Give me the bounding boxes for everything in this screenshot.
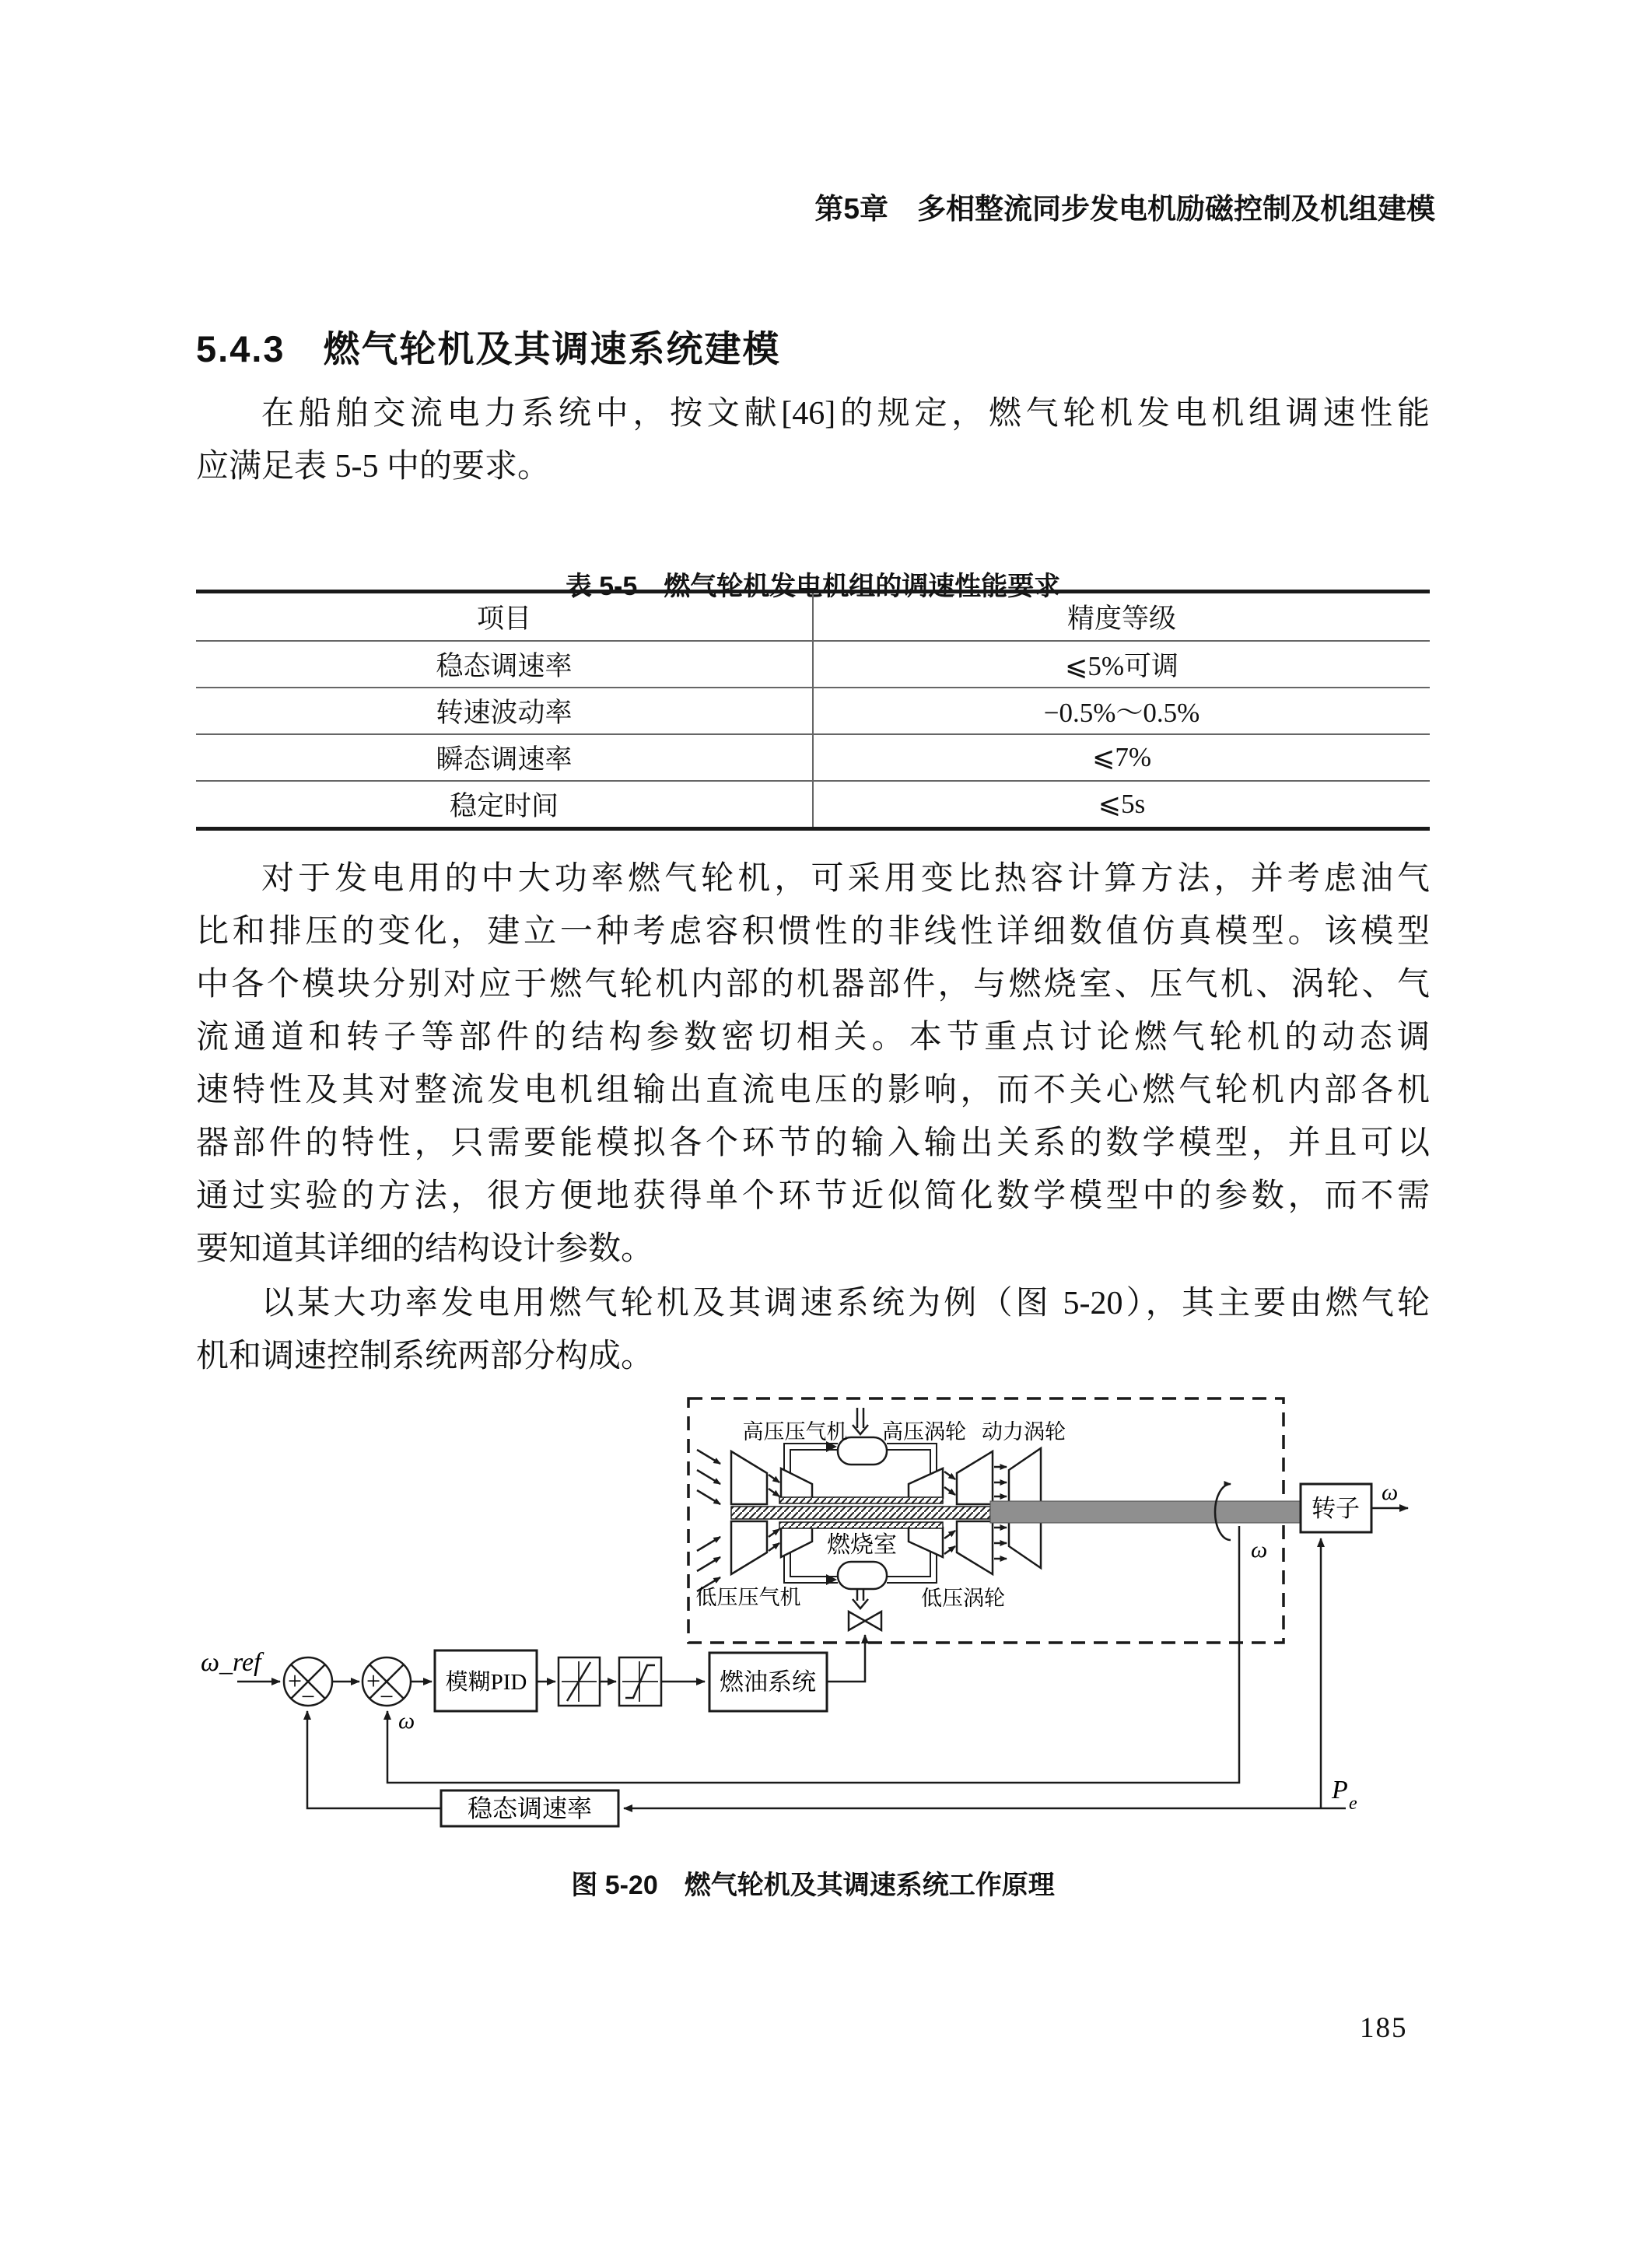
table-row <box>196 734 1430 781</box>
hp-turbine-label: 高压涡轮 <box>882 1420 966 1444</box>
figure-caption: 图 5-20 燃气轮机及其调速系统工作原理 <box>571 1871 1055 1900</box>
lp-turbine-top <box>957 1451 993 1504</box>
table-cell: −0.5%～0.5% <box>813 688 1430 734</box>
sum2-plus-sign: + <box>366 1667 381 1695</box>
body-line: 以某大功率发电用燃气轮机及其调速系统为例（图 5-20），其主要由燃气轮 <box>261 1286 1430 1321</box>
combustor-label: 燃烧室 <box>827 1532 897 1558</box>
power-output-shaft <box>990 1501 1301 1523</box>
hp-spool-shaft-top <box>779 1497 943 1503</box>
fuel-valve-icon <box>849 1612 881 1630</box>
lp-compressor-top <box>731 1451 767 1504</box>
rate-limiter-block <box>559 1657 600 1706</box>
hp-turbine-top <box>909 1468 943 1498</box>
fuzzy-pid-label: 模糊PID <box>445 1670 527 1695</box>
body-line: 对于发电用的中大功率燃气轮机，可采用变比热容计算方法，并考虑油气 <box>261 861 1430 897</box>
hp-compressor-top <box>781 1468 812 1498</box>
table-cell: 转速波动率 <box>196 688 813 734</box>
table-header-cell: 项目 <box>196 592 813 642</box>
table-cell: ⩽5s <box>1098 789 1146 819</box>
body-line: 要知道其详细的结构设计参数。 <box>196 1231 654 1267</box>
table-cell: ⩽5%可调 <box>813 641 1430 688</box>
table-cell: 瞬态调速率 <box>196 734 813 781</box>
saturation-block <box>619 1657 661 1706</box>
table-row <box>196 781 1430 829</box>
fuel-double-arrow <box>853 1589 868 1608</box>
sum2-minus-sign: − <box>379 1682 394 1710</box>
lp-turbine-bottom <box>957 1521 993 1574</box>
omega-feedback-label: ω <box>398 1708 415 1734</box>
paragraph-2 <box>196 852 1430 1276</box>
body-line: 器部件的特性，只需要能模拟各个环节的输入输出关系的数学模型，并且可以 <box>196 1125 1430 1161</box>
body-line: 速特性及其对整流发电机组输出直流电压的影响，而不关心燃气轮机内部各机 <box>196 1073 1430 1108</box>
page-number: 185 <box>1360 2012 1408 2044</box>
sum1-plus-sign: + <box>287 1667 303 1695</box>
omega-output-label: ω <box>1382 1479 1399 1505</box>
table-header-cell: 精度等级 <box>813 592 1430 642</box>
body-line: 机和调速控制系统两部分构成。 <box>196 1339 654 1374</box>
hp-turbine-bottom <box>909 1528 943 1557</box>
omega-shaft-label: ω <box>1251 1537 1268 1563</box>
lp-turbine-label: 低压涡轮 <box>921 1587 1005 1610</box>
droop-label: 稳态调速率 <box>467 1794 593 1822</box>
pe-label: P <box>1332 1776 1348 1804</box>
performance-table <box>196 590 1430 831</box>
lp-compressor-label: 低压压气机 <box>695 1586 801 1609</box>
table-title: 表 5-5 燃气轮机发电机组的调速性能要求 <box>565 572 1061 601</box>
body-line: 在船舶交流电力系统中，按文献[46]的规定，燃气轮机发电机组调速性能 <box>261 396 1430 432</box>
paragraph-1 <box>196 387 1430 493</box>
paragraph-3 <box>196 1277 1430 1383</box>
gas-turbine-figure <box>187 1384 1462 1851</box>
body-line: 应满足表 5-5 中的要求。 <box>196 449 550 485</box>
section-title: 5.4.3 燃气轮机及其调速系统建模 <box>196 328 781 369</box>
hp-compressor-label: 高压压气机 <box>742 1420 848 1444</box>
sum1-minus-sign: − <box>300 1682 316 1710</box>
rotor-label: 转子 <box>1312 1495 1360 1522</box>
table-header-row <box>196 592 1430 642</box>
table-cell: 稳态调速率 <box>196 641 813 688</box>
pe-sub-label: e <box>1349 1794 1357 1814</box>
combustor-bottom <box>838 1562 887 1589</box>
table-cell: 稳定时间 <box>196 781 813 829</box>
droop-output-line <box>307 1711 441 1808</box>
body-line: 流通道和转子等部件的结构参数密切相关。本节重点讨论燃气轮机的动态调 <box>196 1020 1430 1055</box>
fuel-system-label: 燃油系统 <box>720 1668 816 1696</box>
lp-compressor-bottom <box>731 1521 767 1574</box>
lp-spool-shaft <box>731 1507 990 1519</box>
body-line: 通过实验的方法，很方便地获得单个环节近似简化数学模型中的参数，而不需 <box>196 1178 1430 1214</box>
inlet-double-arrow <box>853 1408 868 1434</box>
table-row <box>196 688 1430 734</box>
body-line: 中各个模块分别对应于燃气轮机内部的机器部件，与燃烧室、压气机、涡轮、气 <box>196 967 1430 1003</box>
hp-compressor-bottom <box>781 1528 812 1557</box>
body-line: 比和排压的变化，建立一种考虑容积惯性的非线性详细数值仿真模型。该模型 <box>196 914 1430 950</box>
chapter-header: 第5章 多相整流同步发电机励磁控制及机组建模 <box>814 193 1435 225</box>
table-cell: ⩽7% <box>813 734 1430 781</box>
omega-ref-label: ω_ref <box>201 1648 261 1677</box>
hp-spool-shaft-bottom <box>779 1522 943 1528</box>
power-turbine-label: 动力涡轮 <box>982 1420 1066 1444</box>
table-row <box>196 641 1430 688</box>
